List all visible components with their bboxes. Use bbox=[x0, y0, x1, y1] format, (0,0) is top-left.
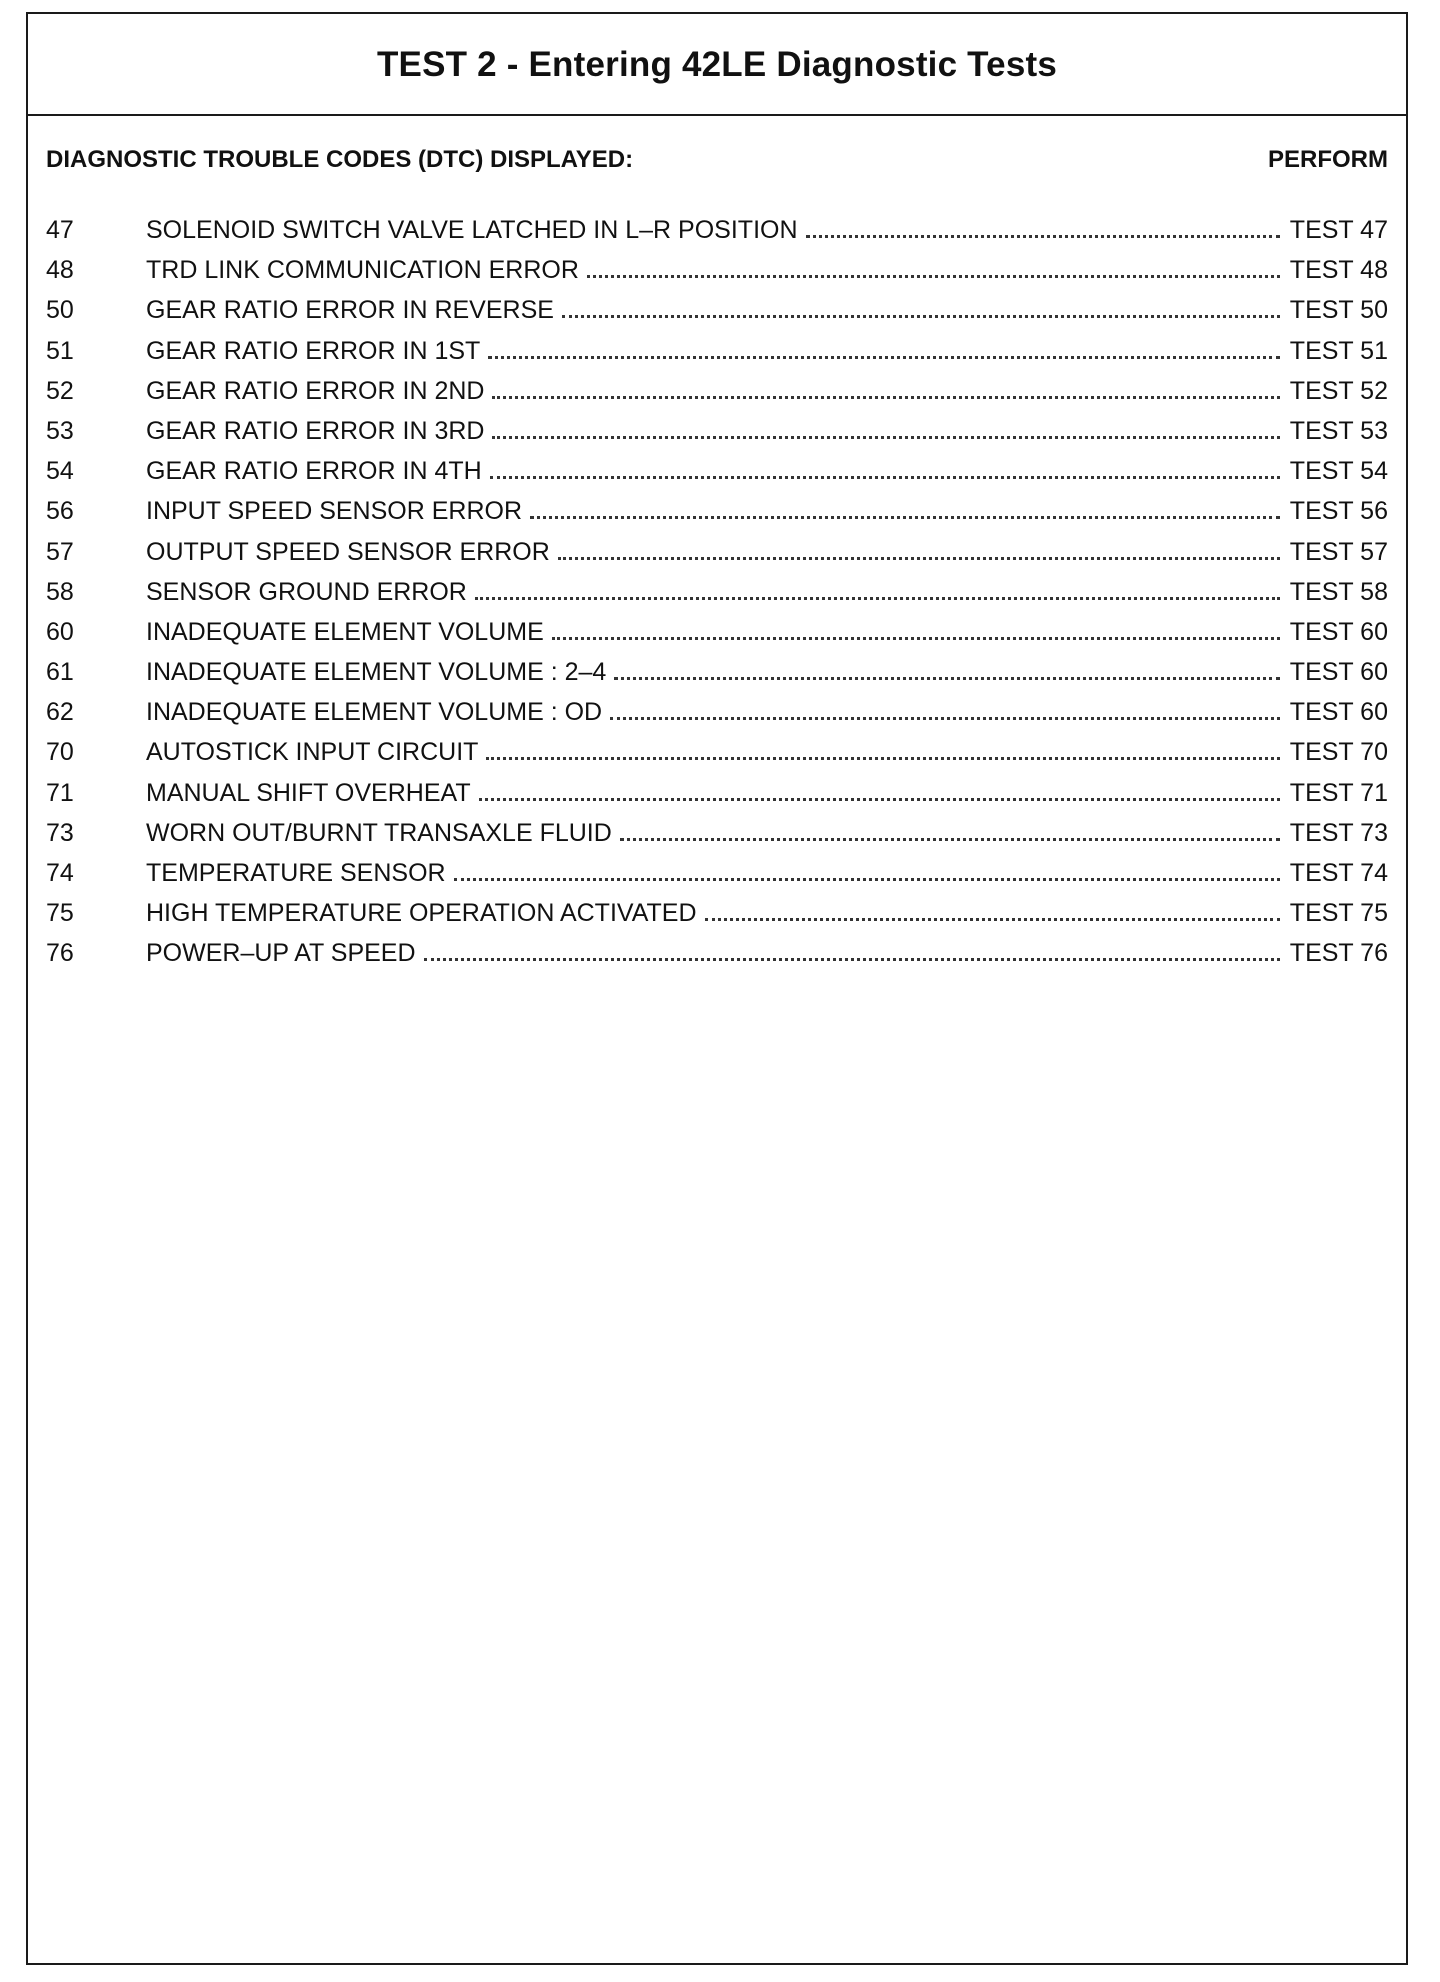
dtc-perform-test: TEST 76 bbox=[1289, 939, 1388, 968]
dtc-row bbox=[46, 290, 1388, 330]
dtc-row bbox=[46, 692, 1388, 732]
dtc-row bbox=[46, 451, 1388, 491]
dtc-code: 54 bbox=[46, 457, 74, 486]
dot-leader bbox=[552, 636, 1280, 640]
dtc-perform-test: TEST 73 bbox=[1289, 818, 1388, 847]
dtc-description: TEMPERATURE SENSOR bbox=[146, 859, 446, 887]
dtc-description: GEAR RATIO ERROR IN 4TH bbox=[146, 457, 482, 486]
dot-leader bbox=[614, 676, 1279, 680]
dtc-code: 71 bbox=[46, 778, 74, 807]
dtc-description: GEAR RATIO ERROR IN 2ND bbox=[146, 376, 485, 405]
dtc-perform-test: TEST 50 bbox=[1289, 296, 1388, 325]
dtc-perform-test: TEST 51 bbox=[1289, 336, 1388, 365]
dtc-perform-test: TEST 60 bbox=[1289, 617, 1388, 646]
dtc-code: 58 bbox=[46, 577, 74, 606]
dtc-description: SOLENOID SWITCH VALVE LATCHED IN L–R POSITION bbox=[146, 216, 798, 244]
dtc-list bbox=[46, 210, 1388, 974]
dtc-perform-test: TEST 52 bbox=[1289, 376, 1388, 405]
dot-leader bbox=[492, 435, 1279, 439]
dtc-perform-test: TEST 70 bbox=[1289, 738, 1388, 767]
page-frame bbox=[26, 12, 1408, 1965]
dtc-code: 62 bbox=[46, 698, 74, 727]
dtc-code: 73 bbox=[46, 818, 74, 847]
dtc-code: 76 bbox=[46, 939, 74, 968]
dtc-row bbox=[46, 652, 1388, 692]
dtc-perform-test: TEST 53 bbox=[1289, 416, 1388, 445]
dot-leader bbox=[479, 797, 1280, 801]
dtc-code: 57 bbox=[46, 537, 74, 566]
dtc-code: 48 bbox=[46, 256, 74, 285]
dot-leader bbox=[587, 274, 1280, 278]
dtc-description: GEAR RATIO ERROR IN 1ST bbox=[146, 336, 481, 365]
dtc-perform-test: TEST 60 bbox=[1289, 698, 1388, 727]
dot-leader bbox=[620, 837, 1280, 841]
dtc-code: 70 bbox=[46, 738, 74, 767]
dtc-code: 47 bbox=[46, 216, 74, 244]
dtc-description: MANUAL SHIFT OVERHEAT bbox=[146, 778, 471, 807]
dtc-code: 56 bbox=[46, 497, 74, 526]
dot-leader bbox=[610, 716, 1280, 720]
dtc-row bbox=[46, 371, 1388, 411]
dtc-row bbox=[46, 572, 1388, 612]
dtc-perform-test: TEST 56 bbox=[1289, 497, 1388, 526]
dot-leader bbox=[530, 515, 1280, 519]
dtc-description: WORN OUT/BURNT TRANSAXLE FLUID bbox=[146, 818, 612, 847]
dtc-perform-test: TEST 60 bbox=[1289, 658, 1388, 687]
dtc-perform-test: TEST 71 bbox=[1289, 778, 1388, 807]
dtc-row bbox=[46, 893, 1388, 933]
dot-leader bbox=[562, 314, 1280, 318]
dtc-description: INPUT SPEED SENSOR ERROR bbox=[146, 497, 523, 526]
dot-leader bbox=[488, 355, 1279, 359]
dot-leader bbox=[424, 957, 1280, 961]
dtc-code: 60 bbox=[46, 617, 74, 646]
dot-leader bbox=[705, 917, 1280, 921]
dtc-row bbox=[46, 933, 1388, 973]
dtc-row bbox=[46, 331, 1388, 371]
dot-leader bbox=[475, 596, 1280, 600]
dtc-row bbox=[46, 210, 1388, 250]
dtc-code: 50 bbox=[46, 296, 74, 325]
dtc-description: HIGH TEMPERATURE OPERATION ACTIVATED bbox=[146, 899, 697, 928]
dtc-column-header: DIAGNOSTIC TROUBLE CODES (DTC) DISPLAYED: bbox=[46, 146, 634, 173]
dtc-description: GEAR RATIO ERROR IN REVERSE bbox=[146, 296, 554, 325]
dtc-perform-test: TEST 48 bbox=[1289, 256, 1388, 285]
dtc-row bbox=[46, 813, 1388, 853]
dtc-row bbox=[46, 491, 1388, 531]
page-title: TEST 2 - Entering 42LE Diagnostic Tests bbox=[376, 45, 1058, 84]
dtc-code: 52 bbox=[46, 376, 74, 405]
dot-leader bbox=[454, 877, 1280, 881]
dtc-description: INADEQUATE ELEMENT VOLUME : OD bbox=[146, 698, 603, 727]
dtc-row bbox=[46, 612, 1388, 652]
dtc-code: 61 bbox=[46, 658, 74, 687]
dtc-description: SENSOR GROUND ERROR bbox=[146, 577, 467, 606]
dtc-description: OUTPUT SPEED SENSOR ERROR bbox=[146, 537, 550, 566]
dtc-description: GEAR RATIO ERROR IN 3RD bbox=[146, 416, 485, 445]
column-header-row bbox=[46, 140, 1388, 180]
dtc-row bbox=[46, 853, 1388, 893]
dot-leader bbox=[490, 475, 1280, 479]
dtc-row bbox=[46, 250, 1388, 290]
dot-leader bbox=[806, 234, 1280, 238]
dot-leader bbox=[558, 556, 1280, 560]
dtc-perform-test: TEST 57 bbox=[1289, 537, 1388, 566]
dtc-code: 51 bbox=[46, 336, 74, 365]
dtc-row bbox=[46, 411, 1388, 451]
dtc-code: 53 bbox=[46, 416, 74, 445]
title-bar bbox=[28, 14, 1406, 116]
dtc-description: POWER–UP AT SPEED bbox=[146, 939, 416, 968]
dtc-description: INADEQUATE ELEMENT VOLUME : 2–4 bbox=[146, 658, 607, 687]
dtc-description: AUTOSTICK INPUT CIRCUIT bbox=[146, 738, 479, 767]
dtc-row bbox=[46, 532, 1388, 572]
dtc-perform-test: TEST 54 bbox=[1289, 457, 1388, 486]
dtc-perform-test: TEST 58 bbox=[1289, 577, 1388, 606]
dtc-description: INADEQUATE ELEMENT VOLUME bbox=[146, 617, 544, 646]
dtc-row bbox=[46, 732, 1388, 772]
dtc-code: 75 bbox=[46, 899, 74, 928]
dtc-row bbox=[46, 773, 1388, 813]
dtc-perform-test: TEST 74 bbox=[1289, 859, 1388, 887]
dtc-description: TRD LINK COMMUNICATION ERROR bbox=[146, 256, 579, 285]
dot-leader bbox=[486, 756, 1279, 760]
perform-column-header: PERFORM bbox=[1268, 146, 1388, 173]
dtc-perform-test: TEST 47 bbox=[1289, 216, 1388, 244]
dot-leader bbox=[492, 395, 1279, 399]
dtc-perform-test: TEST 75 bbox=[1289, 899, 1388, 928]
dtc-code: 74 bbox=[46, 859, 74, 887]
